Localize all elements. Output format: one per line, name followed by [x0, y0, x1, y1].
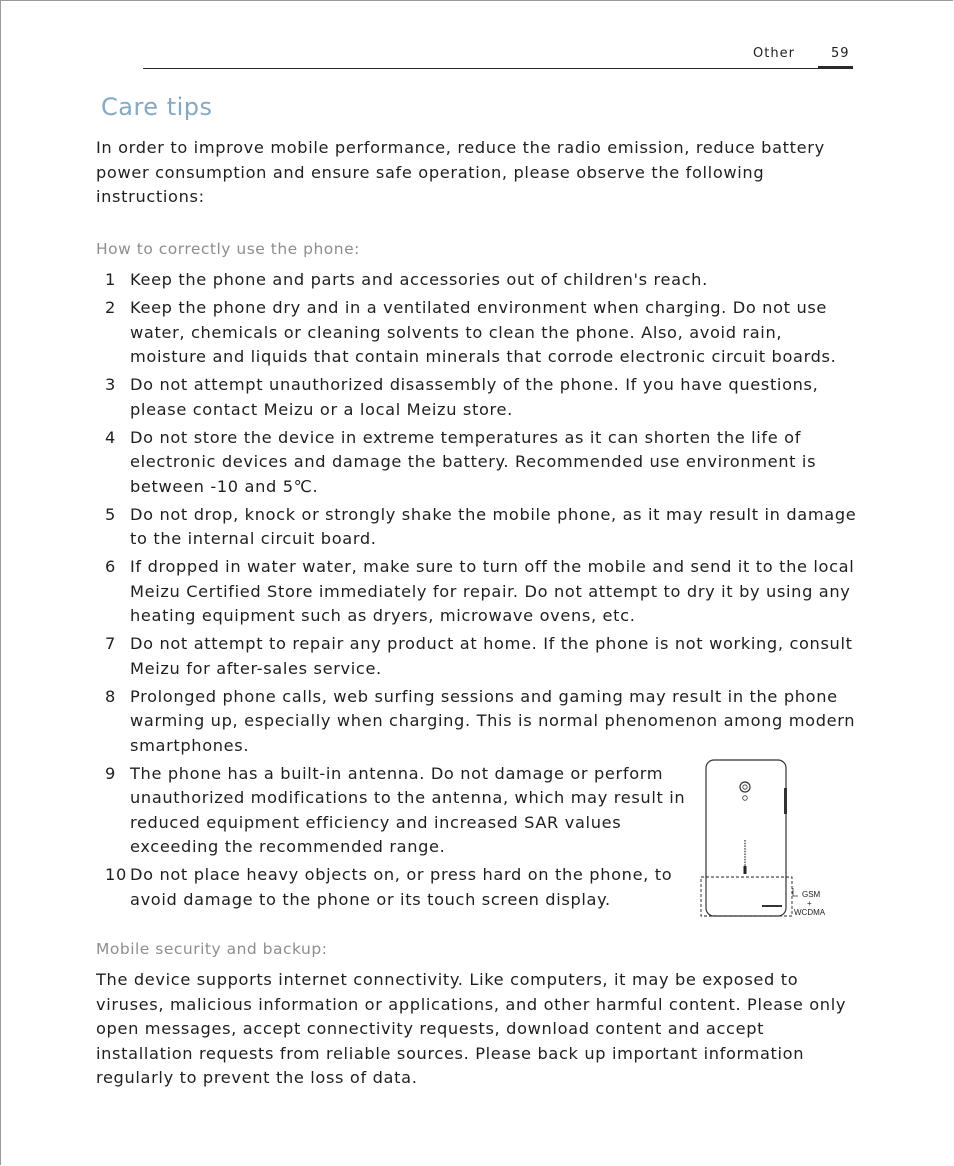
phone-antenna-figure [700, 758, 840, 920]
label-plus: + [807, 899, 812, 908]
phone-body-outline [706, 760, 786, 916]
list-item-number: 8 [105, 686, 116, 706]
label-wcdma: WCDMA [794, 908, 826, 917]
list-item-number: 2 [105, 298, 116, 317]
list-item [105, 373, 860, 422]
page-number: 59 [831, 46, 850, 61]
list-item [105, 268, 860, 293]
label-gsm: GSM [802, 890, 821, 899]
phone-side-button [784, 788, 787, 814]
header-rule-accent [818, 66, 853, 69]
label-strip [744, 866, 747, 874]
list-item-text: Do not drop, knock or strongly shake the mobile phone, as it may result in damage to the internal circuit board. [130, 504, 857, 548]
list-item-number: 7 [105, 634, 116, 653]
list-item-number: 10 [105, 865, 127, 884]
security-paragraph: The device supports internet connectivity. Like computers, it may be exposed to viruses, malicious information or applications, and other harmful content. Please only open messages, accept connectivity requests, download content and accept installation requests from reliable sources. Please back up important information regularly to prevent the loss of data. [96, 970, 847, 1087]
list-item-number: 4 [105, 427, 116, 447]
list-item [105, 503, 860, 552]
list-item-text: The phone has a built-in antenna. Do not damage or perform unauthorized modifications to the antenna, which may result in reduced equipment efficiency and increased SAR values exceeding the recommended range. [130, 763, 686, 856]
header-section-name: Other [753, 46, 795, 61]
list-item-number: 6 [105, 557, 116, 576]
list-item-number: 5 [105, 504, 116, 524]
list-item-number: 1 [105, 270, 116, 289]
header-rule [143, 68, 853, 69]
list-item-text: Do not place heavy objects on, or press hard on the phone, to avoid damage to the phone or its touch screen display. [130, 865, 673, 909]
list-item-number: 9 [105, 763, 116, 783]
list-item [105, 296, 860, 370]
list-item [105, 555, 860, 629]
page-title: Care tips [101, 93, 213, 121]
list-item-number: 3 [105, 375, 116, 394]
list-item [105, 426, 860, 500]
list-item-text: Keep the phone and parts and accessories out of children's reach. [130, 270, 708, 289]
list-item-text: If dropped in water water, make sure to turn off the mobile and send it to the local Meizu Certified Store immediately for repair. Do not attempt to dry it by using any heating equipment such as dryers, microwave ovens, etc. [130, 557, 855, 625]
section-heading-security: Mobile security and backup: [96, 940, 328, 958]
section-heading-use: How to correctly use the phone: [96, 240, 360, 258]
list-item [105, 685, 860, 759]
list-item-text: Do not store the device in extreme temperatures as it can shorten the life of electronic devices and damage the battery. Recommended use environment is between -10 and 5℃. [130, 427, 817, 496]
bottom-port [762, 905, 782, 907]
intro-paragraph: In order to improve mobile performance, reduce the radio emission, reduce battery power consumption and ensure safe operation, please observe the following instructions: [96, 138, 825, 206]
list-item [105, 632, 860, 681]
list-item-text: Do not attempt to repair any product at home. If the phone is not working, consult Meizu for after-sales service. [130, 634, 853, 678]
list-item-text: Keep the phone dry and in a ventilated environment when charging. Do not use water, chemicals or cleaning solvents to clean the phone. Also, avoid rain, moisture and liquids that contain minerals that corrode electronic circuit boards. [130, 298, 837, 366]
list-item-text: Do not attempt unauthorized disassembly of the phone. If you have questions, please contact Meizu or a local Meizu store. [130, 375, 819, 419]
list-item-text: Prolonged phone calls, web surfing sessions and gaming may result in the phone warming up, especially when charging. This is normal phenomenon among modern smartphones. [130, 686, 856, 755]
